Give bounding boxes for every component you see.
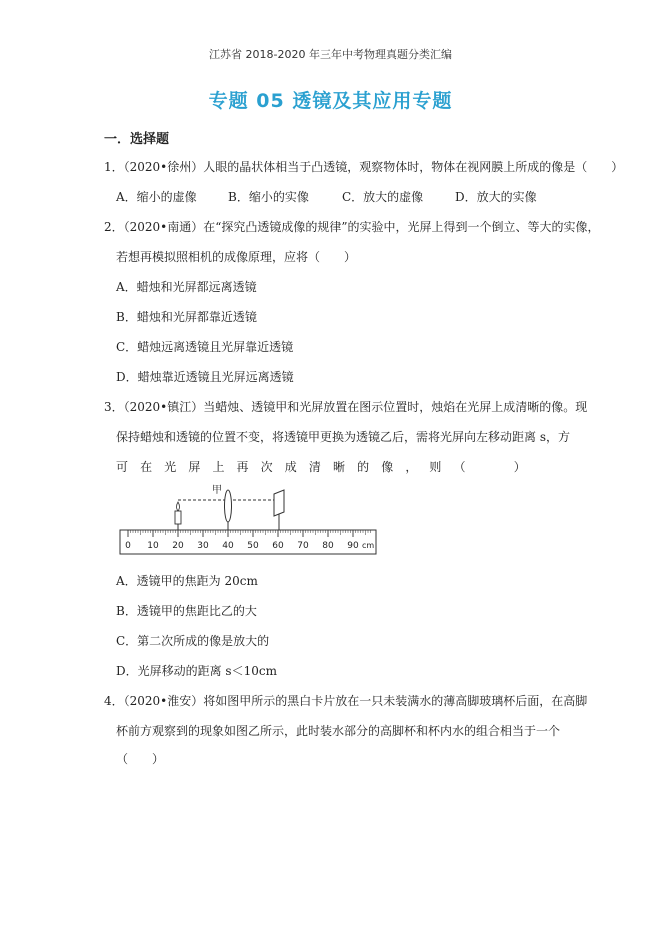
ruler-tick-label: 30 xyxy=(197,541,209,551)
ruler-tick-label: 0 xyxy=(125,541,131,551)
q2-option-b: B．蜡烛和光屏都靠近透镜 xyxy=(116,310,257,324)
page-title: 专题 05 透镜及其应用专题 xyxy=(208,90,453,112)
ruler-tick-label: 60 xyxy=(272,541,284,551)
light-screen xyxy=(274,490,284,530)
q4-stem-line3: （ ） xyxy=(116,752,165,766)
q2-option-a: A．蜡烛和光屏都远离透镜 xyxy=(116,280,257,294)
section-heading: 一．选择题 xyxy=(104,132,170,147)
q1-option-c: C．放大的虚像 xyxy=(342,190,424,204)
q2-stem-line1: 2．（2020•南通）在“探究凸透镜成像的规律”的实验中，光屏上得到一个倒立、等大的实像， xyxy=(104,220,600,234)
q1-stem: 1．（2020•徐州）人眼的晶状体相当于凸透镜，观察物体时，物体在视网膜上所成的像是（ ） xyxy=(104,160,624,174)
q3-option-c: C．第二次所成的像是放大的 xyxy=(116,634,270,648)
ruler-tick-label: 80 xyxy=(322,541,334,551)
page-header: 江苏省 2018-2020 年三年中考物理真题分类汇编 xyxy=(209,48,452,61)
q1-option-a: A．缩小的虚像 xyxy=(116,190,197,204)
lens-label: 甲 xyxy=(212,485,222,496)
q3-stem-line2: 保持蜡烛和透镜的位置不变，将透镜甲更换为透镜乙后，需将光屏向左移动距离 s，方 xyxy=(116,430,570,444)
q2-option-d: D．蜡烛靠近透镜且光屏远离透镜 xyxy=(116,370,294,384)
q1-option-d: D．放大的实像 xyxy=(455,190,537,204)
q3-option-d: D．光屏移动的距离 s＜10cm xyxy=(116,664,277,678)
q4-stem-line1: 4．（2020•淮安）将如图甲所示的黑白卡片放在一只未装满水的薄高脚玻璃杯后面，在高脚 xyxy=(104,694,588,708)
ruler-unit-label: cm xyxy=(362,541,375,550)
q1-option-b: B．缩小的实像 xyxy=(228,190,309,204)
candle xyxy=(175,502,181,530)
ruler-tick-label: 70 xyxy=(297,541,309,551)
q3-stem-line3: 可 在 光 屏 上 再 次 成 清 晰 的 像 ， 则 （ ） xyxy=(116,460,526,474)
ruler-tick-label: 20 xyxy=(172,541,184,551)
ruler-tick-label: 90 xyxy=(347,541,359,551)
ruler-tick-label: 40 xyxy=(222,541,234,551)
q2-stem-line2: 若想再模拟照相机的成像原理，应将（ ） xyxy=(116,250,357,264)
q3-option-b: B．透镜甲的焦距比乙的大 xyxy=(116,604,257,618)
ruler-tick-label: 10 xyxy=(147,541,159,551)
optical-bench-figure xyxy=(116,482,381,556)
convex-lens xyxy=(225,490,232,530)
q3-option-a: A．透镜甲的焦距为 20cm xyxy=(116,574,258,588)
ruler-tick-label: 50 xyxy=(247,541,259,551)
q3-stem-line1: 3．（2020•镇江）当蜡烛、透镜甲和光屏放置在图示位置时，烛焰在光屏上成清晰的像。现 xyxy=(104,400,588,414)
q2-option-c: C．蜡烛远离透镜且光屏靠近透镜 xyxy=(116,340,294,354)
q4-stem-line2: 杯前方观察到的现象如图乙所示，此时装水部分的高脚杯和杯内水的组合相当于一个 xyxy=(116,724,561,738)
